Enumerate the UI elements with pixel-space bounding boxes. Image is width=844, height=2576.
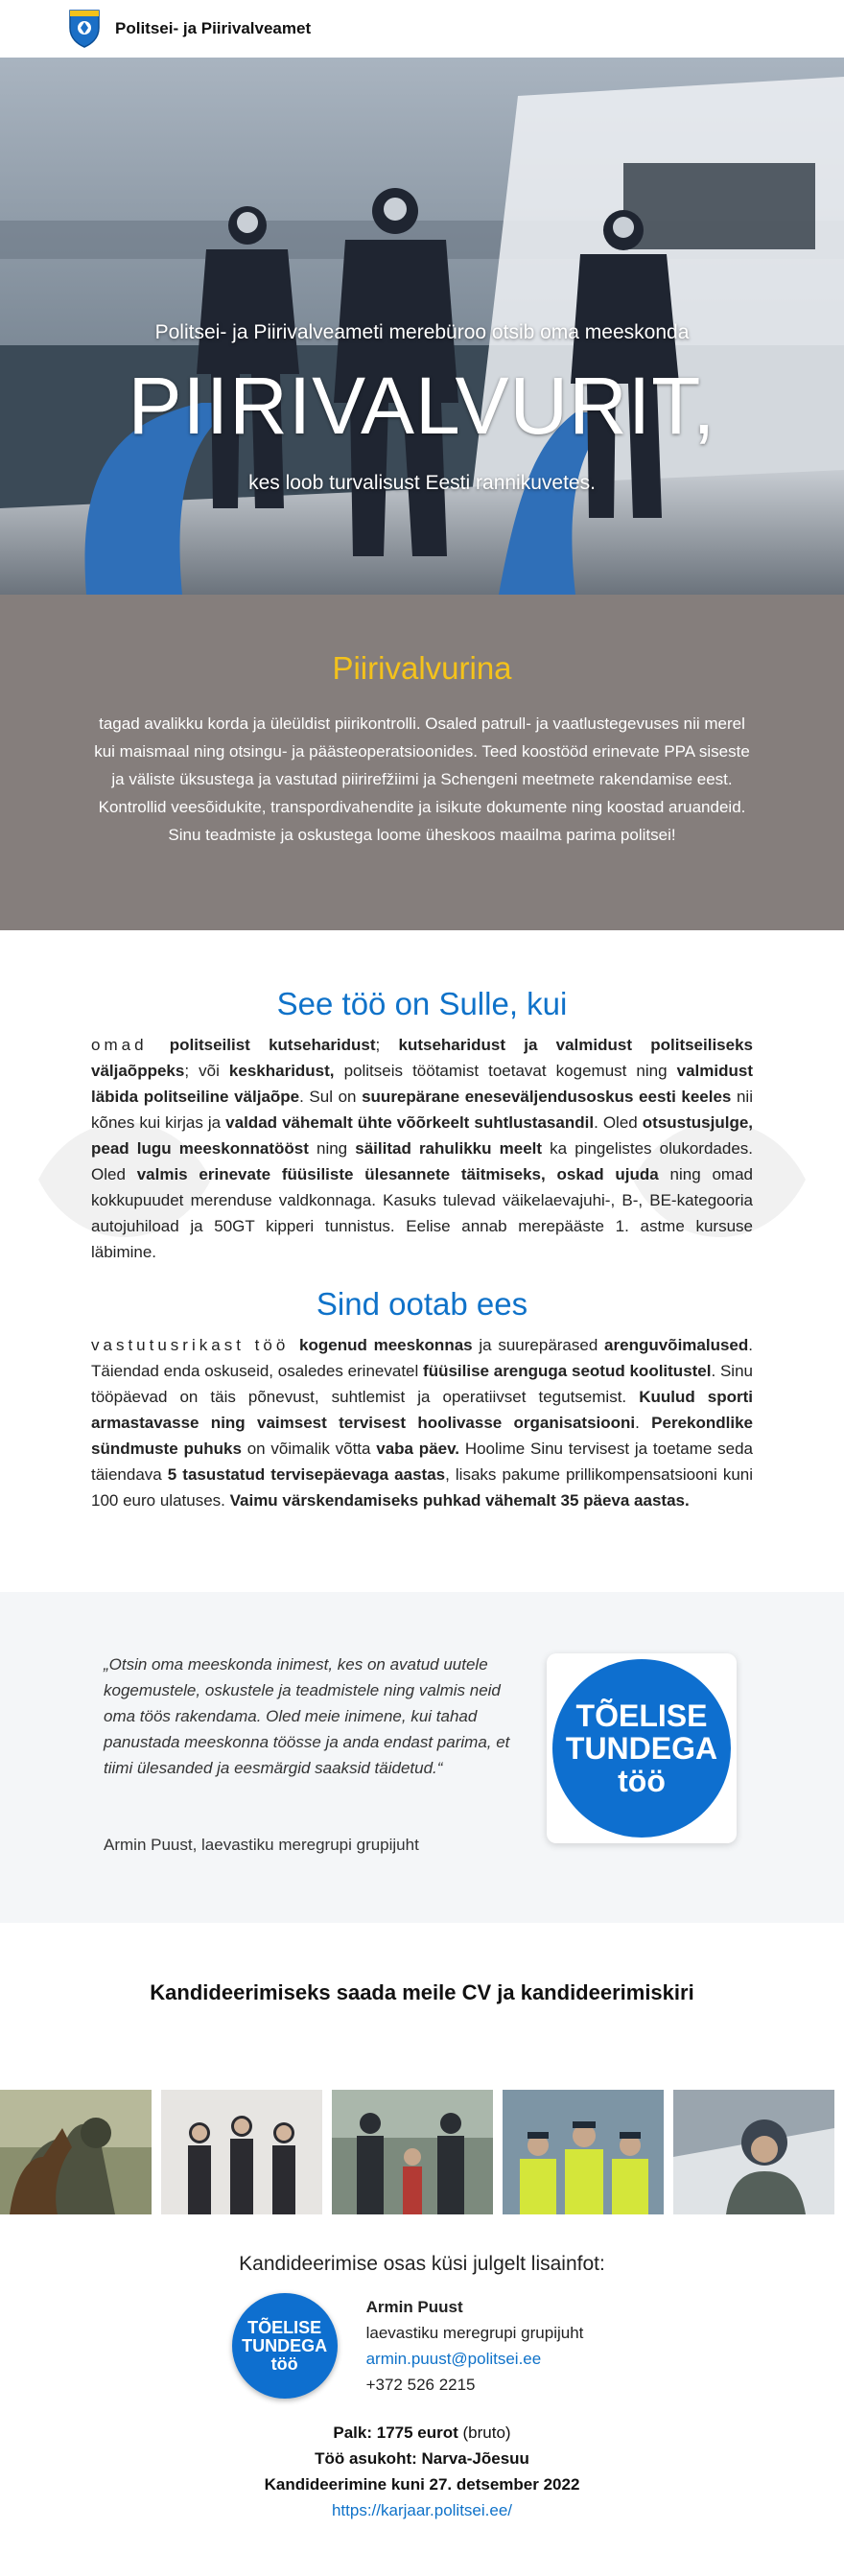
quote-section: [0, 1592, 844, 1923]
contact-section: [0, 2214, 844, 2523]
contact-name: Armin Puust: [365, 2298, 463, 2316]
contact-card: [0, 2293, 844, 2399]
contact-role: laevastiku meregrupi grupijuht: [365, 2324, 584, 2342]
intro-text: tagad avalikku korda ja üleüldist piirikontrolli. Osaled patrull- ja vaatlustegevuses nii merel kui maismaal ning otsingu- ja päästeoperatsioonides. Teed koostööd erinevate PPA siseste ja väliste üksustega ja vastutad piirirefžiimi ja Schengeni meetmete rakendamise eest. Kontrollid veesõidukite, transpordivahendite ja isikute dokumente ning koostad aruandeid. Sinu teadmiste ja oskustega loome üheskoos maailma parima politsei!: [94, 714, 750, 844]
contact-phone: +372 526 2215: [365, 2376, 476, 2394]
contact-info: [366, 2294, 584, 2398]
requirements-heading: See töö on Sulle, kui: [276, 986, 568, 1021]
photo-officers-with-child: [332, 2090, 493, 2214]
hero-banner: [0, 58, 844, 595]
toelise-tundega-badge-card: [547, 1653, 737, 1843]
career-site-link[interactable]: https://karjaar.politsei.ee/: [331, 2501, 513, 2519]
offer-heading: Sind ootab ees: [316, 1286, 528, 1322]
contact-email-link[interactable]: armin.puust@politsei.ee: [365, 2350, 542, 2368]
photo-gallery: [0, 2090, 844, 2214]
toelise-tundega-small-logo: TÕELISE TUNDEGA töö: [232, 2293, 338, 2399]
deadline-line: Kandideerimine kuni 27. detsember 2022: [264, 2475, 580, 2494]
intro-heading: Piirivalvurina: [332, 650, 512, 686]
hero-title: PIIRIVALVURIT,: [128, 361, 716, 451]
location-line: Töö asukoht: Narva-Jõesuu: [315, 2449, 529, 2468]
toelise-tundega-logo: TÕELISE TUNDEGA töö: [552, 1659, 731, 1838]
quote-author: Armin Puust, laevastiku meregrupi grupijuht: [104, 1836, 419, 1854]
requirements-text: omad politseilist kutseharidust; kutseharidust ja valmidust politseiliseks väljaõppeks; või keskharidust, politseis töötamist toetavat kogemust ning valmidust läbida politseiline väljaõpe. Sul on suurepärane eneseväljendusoskus eesti keeles nii kõnes kui kirjas ja valdad vähemalt ühte võõrkeelt suhtlustasandil. Oled otsustusjulge, pead lugu meeskonnatööst ning säilitad rahulikku meelt ka pingelistes olukordades. Oled valmis erinevate füüsiliste ülesannete täitmiseks, oskad ujuda ning omad kokkupuudet merenduse valdkonnaga. Kasuks tulevad väikelaevajuhi-, B-, BE-kategooria autojuhiload ja 50GT kipperi tunnistus. Eelise annab merepääste 1. astme kursuse läbimine.: [91, 1036, 754, 1261]
photo-officers-hi-vis: [503, 2090, 664, 2214]
ppa-shield-icon[interactable]: [67, 9, 102, 49]
salary-line: Palk: 1775 eurot (bruto): [333, 2424, 511, 2442]
hero-subtitle: Politsei- ja Piirivalveameti merebüroo otsib oma meeskonda: [154, 321, 690, 343]
hero-tagline: kes loob turvalisust Eesti rannikuvetes.: [248, 472, 596, 494]
site-header: [0, 0, 844, 58]
photo-helicopter-pilot: [673, 2090, 834, 2214]
photo-officers-group: [161, 2090, 322, 2214]
brand-name[interactable]: Politsei- ja Piirivalveamet: [115, 19, 312, 37]
intro-section: [0, 595, 844, 930]
quote-text: „Otsin oma meeskonda inimest, kes on avatud uutele kogemustele, oskustele ja teadmistele ning valmis neid oma töös rakendama. Oled meie inimene, kui tahad panustada meeskonna töösse ja anda endast parima, et tiimi ülesanded ja eesmärgid saaksid täidetud.“: [104, 1655, 510, 1777]
details-section: [0, 930, 844, 1542]
photo-police-dog: [0, 2090, 152, 2214]
offer-text: vastutusrikast töö kogenud meeskonnas ja suurepärased arenguvõimalused. Täiendad enda oskuseid, osaledes erinevatel füüsilise arenguga seotud koolitustel. Sinu tööpäevad on täis põnevust, suhtlemist ja operatiivset tegutsemist. Kuulud sporti armastavasse ning vaimsest tervisest hoolivasse organisatsiooni. Perekondlike sündmuste puhuks on võimalik võtta vaba päev. Hoolime Sinu tervisest ja toetame seda täiendava 5 tasustatud tervisepäevaga aastas, lisaks pakume prillikompensatsiooni kuni 100 euro ulatuses. Vaimu värskendamiseks puhkad vähemalt 35 päeva aastas.: [91, 1336, 754, 1510]
contact-heading: Kandideerimise osas küsi julgelt lisainfot:: [239, 2253, 605, 2275]
apply-call-to-action: Kandideerimiseks saada meile CV ja kandideerimiskiri: [150, 1980, 694, 2004]
job-facts: [0, 2420, 844, 2523]
